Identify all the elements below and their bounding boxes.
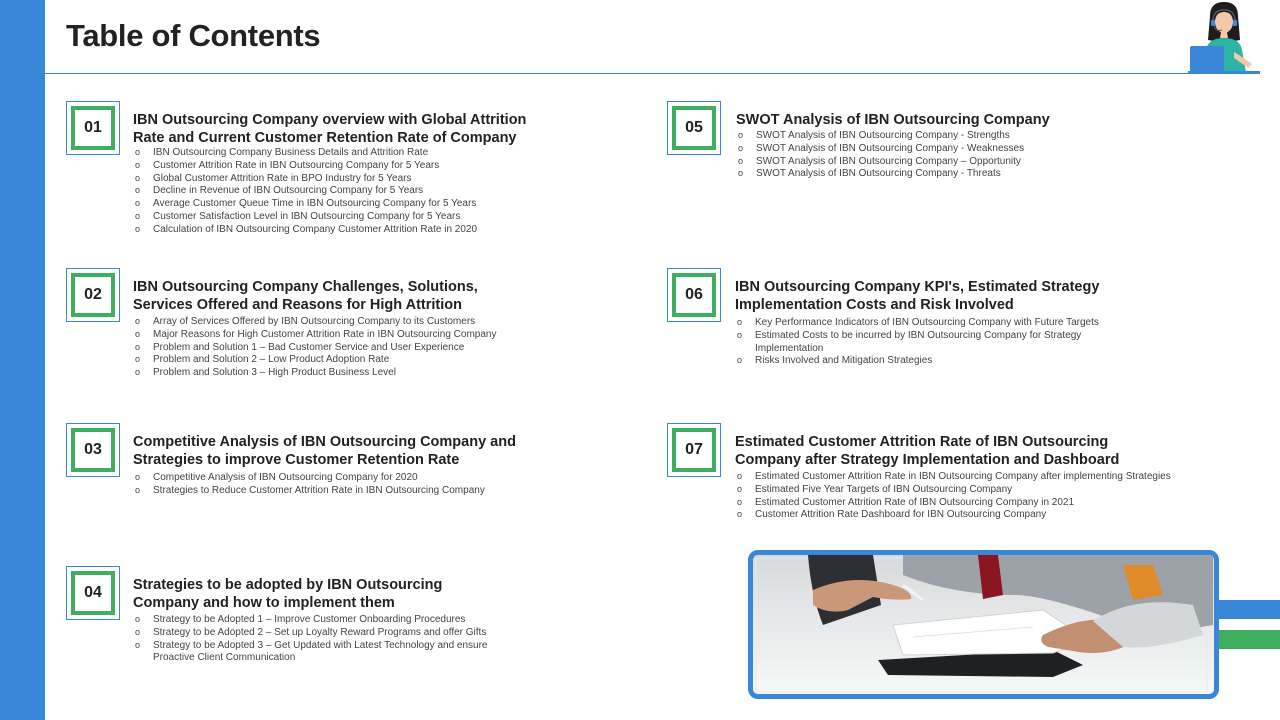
document-signing-photo	[753, 555, 1214, 694]
section-number: 02	[71, 273, 115, 317]
left-accent-bar	[0, 0, 45, 720]
section-number-badge	[667, 423, 721, 477]
section-item: o Risks Involved and Mitigation Strategies	[735, 355, 1125, 368]
section-item: o Customer Attrition Rate Dashboard for IBN Outsourcing Company	[735, 509, 1205, 522]
section-item: o Problem and Solution 3 – High Product Business Level	[133, 367, 533, 380]
title-divider	[45, 73, 1260, 74]
section-item: o Strategy to be Adopted 1 – Improve Customer Onboarding Procedures	[133, 614, 513, 627]
section-item-list	[735, 471, 1205, 522]
section-number: 05	[672, 106, 716, 150]
section-item-list	[133, 472, 533, 498]
section-item: o Strategies to Reduce Customer Attrition Rate in IBN Outsourcing Company	[133, 485, 533, 498]
section-item: o Average Customer Queue Time in IBN Outsourcing Company for 5 Years	[133, 198, 533, 211]
section-item: o Customer Attrition Rate in IBN Outsourcing Company for 5 Years	[133, 160, 533, 173]
section-item: o Problem and Solution 2 – Low Product Adoption Rate	[133, 354, 533, 367]
accent-stripe-green	[1219, 630, 1280, 649]
section-number: 01	[71, 106, 115, 150]
section-title: Estimated Customer Attrition Rate of IBN Outsourcing Company after Strategy Implementation and Dashboard	[735, 434, 1120, 468]
section-item: o SWOT Analysis of IBN Outsourcing Company – Opportunity	[736, 156, 1156, 169]
section-item: o Global Customer Attrition Rate in BPO Industry for 5 Years	[133, 173, 533, 186]
section-item: o Customer Satisfaction Level in IBN Outsourcing Company for 5 Years	[133, 211, 533, 224]
section-item: o Estimated Customer Attrition Rate in IBN Outsourcing Company after implementing Strategies	[735, 471, 1205, 484]
section-item: o Estimated Costs to be incurred by IBN Outsourcing Company for Strategy Implementation	[735, 330, 1125, 356]
section-item-list	[133, 316, 533, 380]
section-item: o Decline in Revenue of IBN Outsourcing Company for 5 Years	[133, 185, 533, 198]
section-title: Competitive Analysis of IBN Outsourcing Company and Strategies to improve Customer Retention Rate	[133, 434, 516, 468]
business-photo-frame	[748, 550, 1219, 699]
section-number-badge	[667, 268, 721, 322]
section-number-badge	[66, 423, 120, 477]
section-number: 04	[71, 571, 115, 615]
section-number-badge	[66, 101, 120, 155]
section-item: o Competitive Analysis of IBN Outsourcing Company for 2020	[133, 472, 533, 485]
section-item: o SWOT Analysis of IBN Outsourcing Company - Strengths	[736, 130, 1156, 143]
section-title: Strategies to be adopted by IBN Outsourcing Company and how to implement them	[133, 577, 443, 611]
section-title: IBN Outsourcing Company KPI's, Estimated Strategy Implementation Costs and Risk Involved	[735, 279, 1100, 313]
section-item: o Strategy to be Adopted 2 – Set up Loyalty Reward Programs and offer Gifts	[133, 627, 513, 640]
section-number: 03	[71, 428, 115, 472]
section-item-list	[736, 130, 1156, 181]
section-item: o Calculation of IBN Outsourcing Company Customer Attrition Rate in 2020	[133, 224, 533, 237]
section-item: o Array of Services Offered by IBN Outsourcing Company to its Customers	[133, 316, 533, 329]
section-item: o IBN Outsourcing Company Business Details and Attrition Rate	[133, 147, 533, 160]
section-title: IBN Outsourcing Company Challenges, Solutions, Services Offered and Reasons for High Attrition	[133, 279, 478, 313]
section-item-list	[133, 614, 513, 665]
section-item: o SWOT Analysis of IBN Outsourcing Company - Weaknesses	[736, 143, 1156, 156]
section-item: o Problem and Solution 1 – Bad Customer Service and User Experience	[133, 342, 533, 355]
support-agent-icon	[1188, 2, 1260, 74]
section-item-list	[735, 317, 1125, 368]
section-number-badge	[667, 101, 721, 155]
page-title: Table of Contents	[66, 18, 321, 53]
section-item-list	[133, 147, 533, 237]
section-item: o Strategy to be Adopted 3 – Get Updated with Latest Technology and ensure Proactive Client Communication	[133, 640, 513, 666]
section-item: o Key Performance Indicators of IBN Outsourcing Company with Future Targets	[735, 317, 1125, 330]
section-number: 07	[672, 428, 716, 472]
section-title: SWOT Analysis of IBN Outsourcing Company	[736, 112, 1050, 128]
section-number: 06	[672, 273, 716, 317]
accent-stripe-blue	[1219, 600, 1280, 619]
section-item: o Estimated Five Year Targets of IBN Outsourcing Company	[735, 484, 1205, 497]
section-item: o Major Reasons for High Customer Attrition Rate in IBN Outsourcing Company	[133, 329, 533, 342]
section-item: o SWOT Analysis of IBN Outsourcing Company - Threats	[736, 168, 1156, 181]
section-title: IBN Outsourcing Company overview with Global Attrition Rate and Current Customer Retention Rate of Company	[133, 112, 527, 146]
section-item: o Estimated Customer Attrition Rate of IBN Outsourcing Company in 2021	[735, 497, 1205, 510]
section-number-badge	[66, 566, 120, 620]
section-number-badge	[66, 268, 120, 322]
